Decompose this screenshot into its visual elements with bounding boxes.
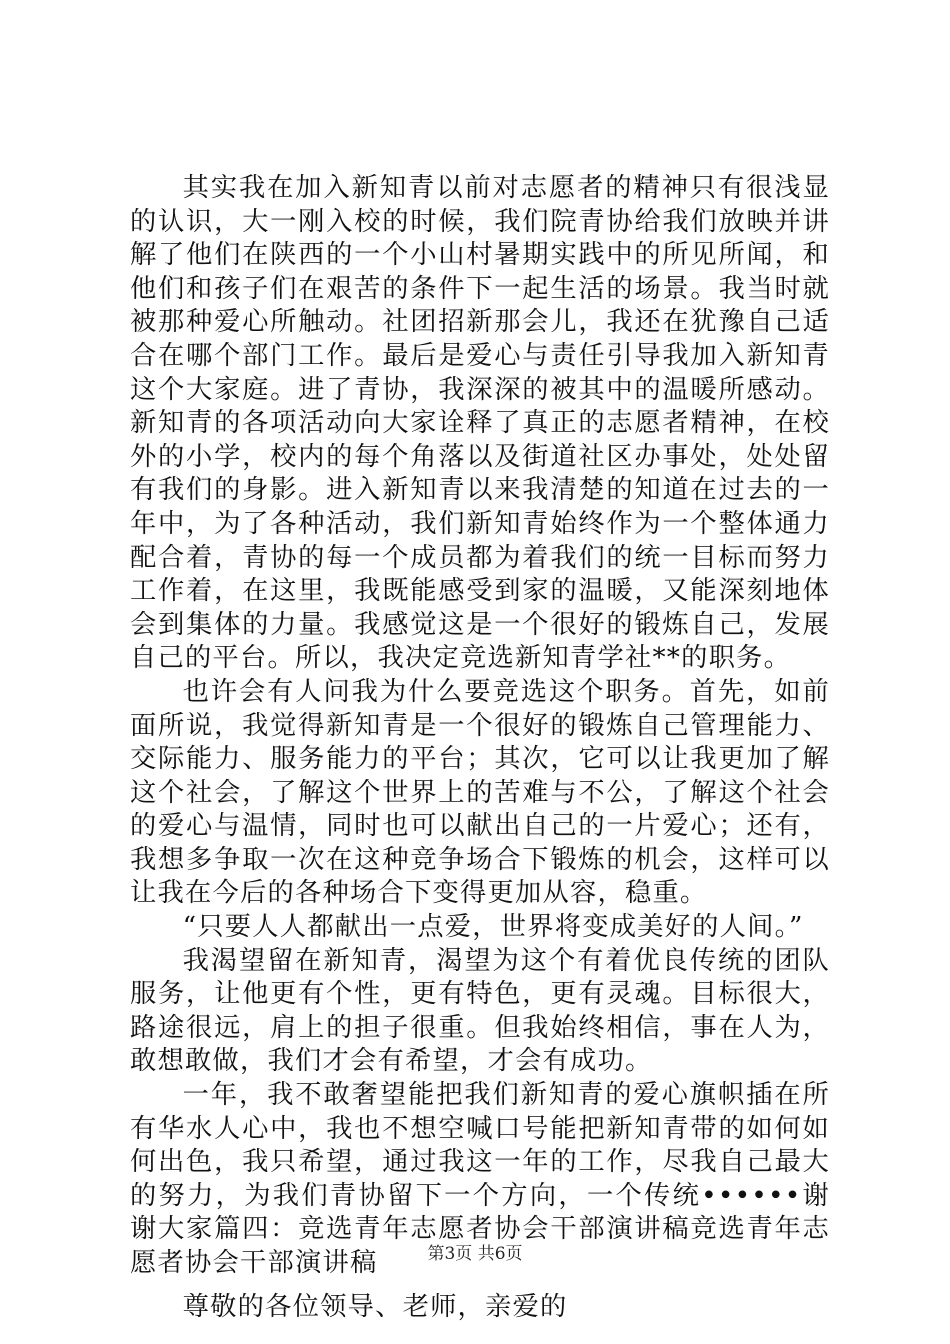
paragraph-motivation: 其实我在加入新知青以前对志愿者的精神只有很浅显的认识，大一刚入校的时候，我们院青协给我们放映并讲解了他们在陕西的一个小山村暑期实践中的所见所闻，和他们和孩子们在艰苦的条件下一起生活的场景。我当时就被那种爱心所触动。社团招新那会儿，我还在犹豫自己适合在哪个部门工作。最后是爱心与责任引导我加入新知青这个大家庭。进了青协，我深深的被其中的温暖所感动。新知青的各项活动向大家诠释了真正的志愿者精神，在校外的小学，校内的每个角落以及街道社区办事处，处处留有我们的身影。进入新知青以来我清楚的知道在过去的一年中，为了各种活动，我们新知青始终作为一个整体通力配合着，青协的每一个成员都为着我们的统一目标而努力工作着，在这里，我既能感受到家的温暖，又能深刻地体会到集体的力量。我感觉这是一个很好的锻炼自己，发展自己的平台。所以，我决定竞选新知青学社**的职务。 [130,173,830,674]
document-body [130,172,830,1324]
page-footer: 第3页 共6页 [427,1244,523,1264]
paragraph-reasons: 也许会有人问我为什么要竞选这个职务。首先，如前面所说，我觉得新知青是一个很好的锻炼自己管理能力、交际能力、服务能力的平台；其次，它可以让我更加了解这个社会，了解这个世界上的苦难与不公，了解这个社会的爱心与温情，同时也可以献出自己的一片爱心；还有，我想多争取一次在这种竞争场合下锻炼的机会，这样可以让我在今后的各种场合下变得更加从容，稳重。 [130,676,830,909]
paragraph-aspiration: 我渴望留在新知青，渴望为这个有着优良传统的团队服务，让他更有个性，更有特色，更有灵魂。目标很大，路途很远，肩上的担子很重。但我始终相信，事在人为，敢想敢做，我们才会有希望，才会有成功。 [130,945,830,1077]
paragraph-quote: “只要人人都献出一点爱，世界将变成美好的人间。” [182,912,804,943]
paragraph-greeting: 尊敬的各位领导、老师，亲爱的 [182,1291,568,1322]
paragraph-closing: 一年，我不敢奢望能把我们新知青的爱心旗帜插在所有华水人心中，我也不想空喊口号能把新知青带的如何如何出色，我只希望，通过我这一年的工作，尽我自己最大的努力，为我们青协留下一个方向，一个传统••••••谢谢大家篇四：竞选青年志愿者协会干部演讲稿竞选青年志愿者协会干部演讲稿 [130,1080,830,1278]
